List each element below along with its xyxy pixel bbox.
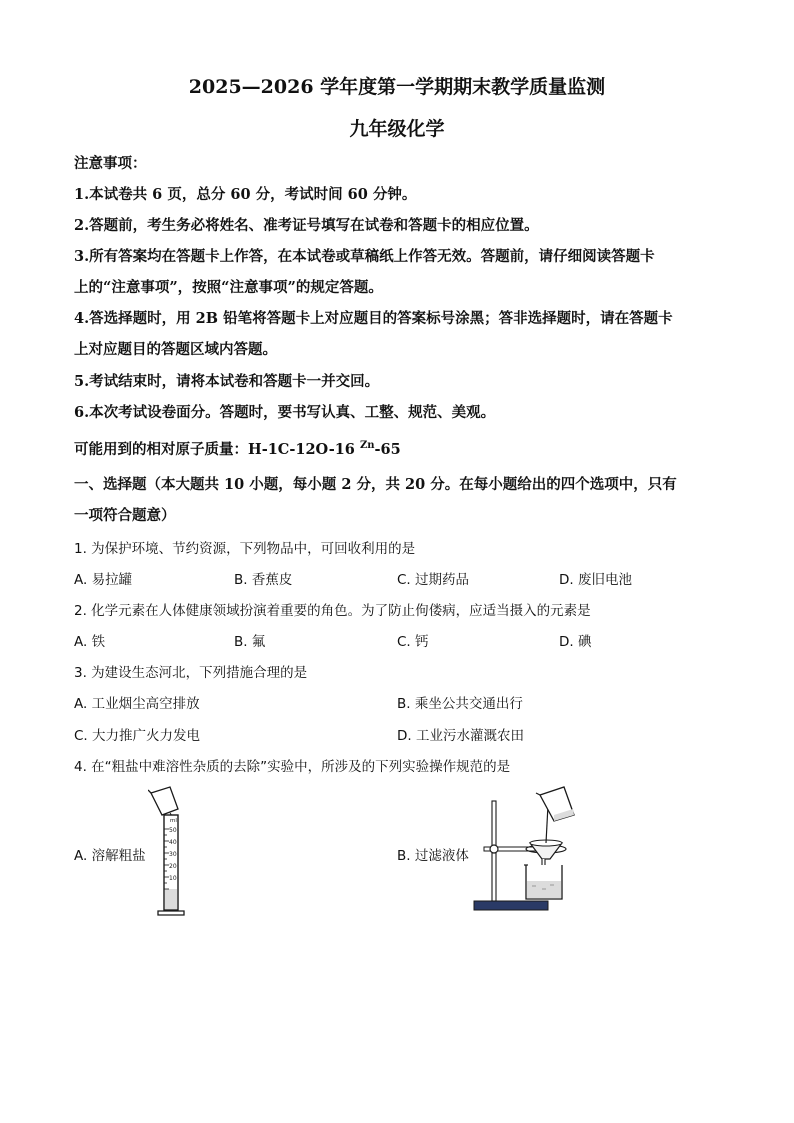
question-3-stem: 3. 为建设生态河北，下列措施合理的是 — [74, 665, 308, 681]
q1-option-c: C. 过期药品 — [397, 572, 470, 588]
q4-option-a: A. 溶解粗盐 — [74, 848, 146, 864]
atomic-mass-zn: Zn — [359, 440, 375, 451]
note-line: 4.答选择题时，用 2B 铅笔将答题卡上对应题目的答案标号涂黑；答非选择题时，请在答题卡 — [74, 310, 673, 327]
cylinder-mark-50: 50 — [169, 827, 177, 834]
exam-subtitle: 九年级化学 — [349, 118, 445, 140]
q3-option-c: C. 大力推广火力发电 — [74, 728, 201, 744]
section-heading: 一、选择题（本大题共 10 小题，每小题 2 分，共 20 分。在每小题给出的四个选项中，只有 — [74, 476, 677, 493]
q2-option-a: A. 铁 — [74, 634, 106, 650]
q1-option-d: D. 废旧电池 — [559, 572, 632, 588]
atomic-mass-line — [74, 438, 401, 459]
q1-option-b: B. 香蕉皮 — [234, 572, 293, 588]
q3-option-d: D. 工业污水灌溉农田 — [397, 728, 524, 744]
filtration-setup-figure — [470, 785, 580, 915]
cylinder-mark-20: 20 — [169, 863, 177, 870]
note-line: 5.考试结束时，请将本试卷和答题卡一并交回。 — [74, 373, 380, 390]
question-2-stem: 2. 化学元素在人体健康领域扮演着重要的角色。为了防止佝偻病，应适当摄入的元素是 — [74, 603, 591, 619]
notes-heading: 注意事项： — [74, 155, 147, 172]
note-line: 上对应题目的答题区域内答题。 — [74, 341, 277, 358]
q3-option-b: B. 乘坐公共交通出行 — [397, 696, 523, 712]
q1-option-a: A. 易拉罐 — [74, 572, 133, 588]
note-line: 上的“注意事项”，按照“注意事项”的规定答题。 — [74, 279, 383, 296]
atomic-mass-prefix: 可能用到的相对原子质量：H-1C-12O-16 — [74, 441, 360, 458]
q2-option-c: C. 钙 — [397, 634, 429, 650]
cylinder-mark-40: 40 — [169, 839, 177, 846]
graduated-cylinder-figure — [148, 785, 208, 920]
note-line: 2.答题前，考生务必将姓名、准考证号填写在试卷和答题卡的相应位置。 — [74, 217, 539, 234]
q2-option-d: D. 碘 — [559, 634, 592, 650]
cylinder-mark-30: 30 — [169, 851, 177, 858]
question-1-stem: 1. 为保护环境、节约资源，下列物品中，可回收利用的是 — [74, 541, 416, 557]
cylinder-unit-label: ml — [170, 818, 177, 824]
cylinder-mark-10: 10 — [169, 875, 177, 882]
q3-option-a: A. 工业烟尘高空排放 — [74, 696, 200, 712]
q2-option-b: B. 氟 — [234, 634, 266, 650]
q4-option-b: B. 过滤液体 — [397, 848, 469, 864]
atomic-mass-suffix: -65 — [374, 441, 401, 458]
section-heading-cont: 一项符合题意） — [74, 507, 176, 524]
question-4-stem: 4. 在“粗盐中难溶性杂质的去除”实验中，所涉及的下列实验操作规范的是 — [74, 759, 511, 775]
note-line: 1.本试卷共 6 页，总分 60 分，考试时间 60 分钟。 — [74, 186, 417, 203]
note-line: 6.本次考试设卷面分。答题时，要书写认真、工整、规范、美观。 — [74, 404, 496, 421]
note-line: 3.所有答案均在答题卡上作答，在本试卷或草稿纸上作答无效。答题前，请仔细阅读答题卡 — [74, 248, 655, 265]
exam-title: 2025—2026 学年度第一学期期末教学质量监测 — [188, 76, 606, 98]
